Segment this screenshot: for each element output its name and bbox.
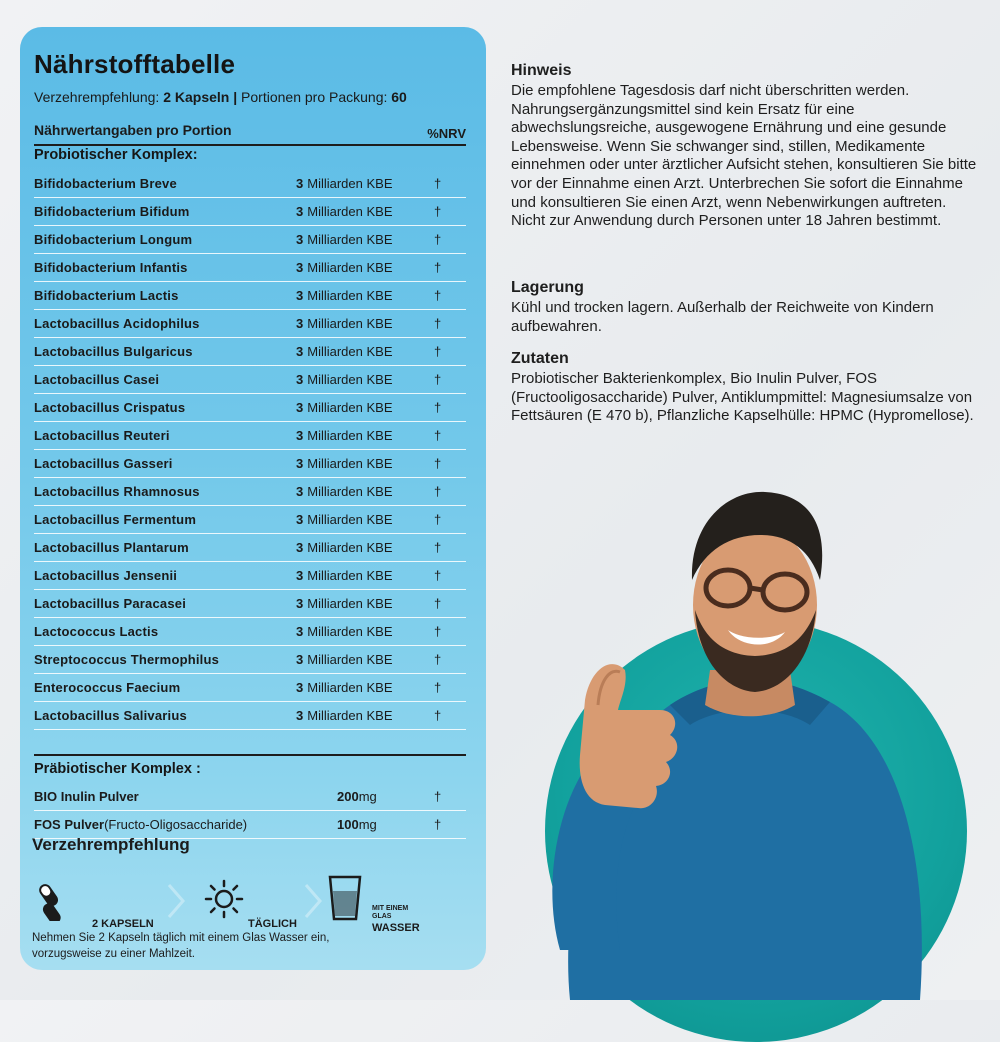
amount-unit: Milliarden KBE: [307, 176, 393, 191]
sun-icon: [204, 879, 244, 919]
amount-number: 3: [296, 232, 304, 247]
dosage-icons: [32, 875, 472, 934]
amount-unit: mg: [358, 789, 377, 804]
ingredient-name: Lactobacillus Crispatus: [34, 400, 186, 415]
amount-number: 3: [296, 596, 304, 611]
capsules-label: 2 KAPSELN: [92, 918, 154, 930]
table-row: [34, 198, 466, 226]
table-row: [34, 338, 466, 366]
table-row: [34, 310, 466, 338]
nrv-value: †: [434, 596, 442, 611]
nrv-value: †: [434, 288, 442, 303]
panel-subtitle: [34, 89, 474, 105]
table-header: [34, 120, 466, 146]
person-image: [500, 480, 1000, 1000]
amount-unit: Milliarden KBE: [307, 372, 393, 387]
table-row: [34, 394, 466, 422]
ingredient-amount: [296, 428, 393, 443]
ingredient-amount: [296, 512, 393, 527]
amount-number: 3: [296, 568, 304, 583]
amount-number: 3: [296, 288, 304, 303]
ingredient-amount: [296, 456, 393, 471]
nrv-value: †: [434, 652, 442, 667]
nrv-value: †: [434, 512, 442, 527]
amount-unit: Milliarden KBE: [307, 288, 393, 303]
ingredient-amount: [296, 232, 393, 247]
amount-number: 3: [296, 204, 304, 219]
ingredient-amount: [296, 708, 393, 723]
ingredient-name: Bifidobacterium Longum: [34, 232, 193, 247]
ingredient-name: Lactobacillus Acidophilus: [34, 316, 200, 331]
amount-number: 3: [296, 456, 304, 471]
amount-unit: Milliarden KBE: [307, 456, 393, 471]
amount-number: 3: [296, 624, 304, 639]
table-row: [34, 702, 466, 730]
table-row: [34, 674, 466, 702]
ingredient-name: [34, 789, 139, 804]
ingredient-name: Bifidobacterium Infantis: [34, 260, 188, 275]
table-row: [34, 170, 466, 198]
ingredient-amount: [296, 680, 393, 695]
ingredient-amount: [296, 540, 393, 555]
lagerung-section: [511, 279, 981, 336]
ingredient-amount: [296, 624, 393, 639]
nrv-value: †: [434, 484, 442, 499]
lagerung-text: Kühl und trocken lagern. Außerhalb der Reichweite von Kindern aufbewahren.: [511, 299, 934, 335]
chevron-right-icon: [304, 883, 322, 919]
ingredient-amount: [296, 568, 393, 583]
water-label: WASSER: [372, 922, 420, 934]
amount-unit: Milliarden KBE: [307, 204, 393, 219]
usage-note-line1: Nehmen Sie 2 Kapseln täglich mit einem Glas Wasser ein,: [32, 932, 330, 944]
ingredient-amount: [337, 817, 377, 832]
nrv-value: †: [434, 428, 442, 443]
zutaten-text: Probiotischer Bakterienkomplex, Bio Inulin Pulver, FOS (Fructooligosaccharide) Pulver, Antiklumpmittel: Magnesiumsalze von Fettsäuren (E 470 b), Pflanzliche Kapselhülle: HPMC (Hypromellose).: [511, 370, 974, 425]
water-small-label: [372, 905, 408, 921]
ingredient-name: Lactobacillus Bulgaricus: [34, 344, 193, 359]
amount-number: 3: [296, 484, 304, 499]
portions-label: Portionen pro Packung:: [241, 89, 388, 105]
table-row: [34, 534, 466, 562]
ingredient-amount: [296, 400, 393, 415]
amount-unit: Milliarden KBE: [307, 540, 393, 555]
amount-unit: Milliarden KBE: [307, 400, 393, 415]
daily-label: TÄGLICH: [248, 918, 297, 930]
amount-unit: Milliarden KBE: [307, 232, 393, 247]
nrv-value: †: [434, 456, 442, 471]
ingredient-name: Lactobacillus Fermentum: [34, 512, 197, 527]
nrv-value: †: [434, 817, 442, 832]
dosage-label: Verzehrempfehlung:: [34, 89, 160, 105]
ingredient-amount: [296, 596, 393, 611]
usage-note-line2: vorzugsweise zu einer Mahlzeit.: [32, 948, 195, 960]
chevron-right-icon: [167, 883, 185, 919]
amount-number: 3: [296, 400, 304, 415]
amount-unit: mg: [358, 817, 377, 832]
ingredient-name: Lactobacillus Gasseri: [34, 456, 173, 471]
ingredient-amount: [296, 288, 393, 303]
nrv-value: †: [434, 680, 442, 695]
ingredient-amount: [296, 316, 393, 331]
amount-unit: Milliarden KBE: [307, 316, 393, 331]
amount-number: 3: [296, 372, 304, 387]
amount-number: 3: [296, 680, 304, 695]
header-nrv: %NRV: [427, 126, 466, 141]
ingredient-name: Lactococcus Lactis: [34, 624, 159, 639]
amount-number: 3: [296, 652, 304, 667]
amount-unit: Milliarden KBE: [307, 344, 393, 359]
ingredient-name: Bifidobacterium Breve: [34, 176, 177, 191]
ingredient-main: BIO Inulin Pulver: [34, 789, 139, 804]
probiotic-table: [34, 170, 466, 730]
water-small-line2: GLAS: [372, 913, 392, 920]
amount-number: 100: [337, 817, 359, 832]
table-row: [34, 618, 466, 646]
nrv-value: †: [434, 789, 442, 804]
ingredient-name: Bifidobacterium Bifidum: [34, 204, 190, 219]
amount-number: 200: [337, 789, 359, 804]
nrv-value: †: [434, 316, 442, 331]
ingredient-name: [34, 817, 247, 832]
amount-number: 3: [296, 540, 304, 555]
nrv-value: †: [434, 204, 442, 219]
table-row: [34, 506, 466, 534]
nrv-value: †: [434, 708, 442, 723]
amount-number: 3: [296, 344, 304, 359]
hinweis-title: Hinweis: [511, 62, 572, 79]
ingredient-amount: [296, 484, 393, 499]
amount-unit: Milliarden KBE: [307, 624, 393, 639]
nrv-value: †: [434, 400, 442, 415]
nrv-value: †: [434, 624, 442, 639]
portions-value: 60: [391, 89, 407, 105]
ingredient-amount: [296, 260, 393, 275]
table-row: [34, 282, 466, 310]
ingredient-name: Lactobacillus Salivarius: [34, 708, 187, 723]
table-row: [34, 783, 466, 811]
header-left: Nährwertangaben pro Portion: [34, 122, 232, 138]
ingredient-amount: [296, 204, 393, 219]
dosage-value: 2 Kapseln |: [163, 89, 238, 105]
amount-number: 3: [296, 428, 304, 443]
ingredient-detail: (Fructo-Oligosaccharide): [104, 817, 248, 832]
table-row: [34, 562, 466, 590]
table-row: [34, 254, 466, 282]
amount-unit: Milliarden KBE: [307, 568, 393, 583]
ingredient-name: Lactobacillus Paracasei: [34, 596, 187, 611]
prebiotic-section-title: Präbiotischer Komplex :: [34, 761, 201, 777]
table-row: [34, 478, 466, 506]
table-row: [34, 590, 466, 618]
amount-number: 3: [296, 316, 304, 331]
amount-unit: Milliarden KBE: [307, 680, 393, 695]
probiotic-section-title: Probiotischer Komplex:: [34, 147, 198, 163]
ingredient-name: Lactobacillus Casei: [34, 372, 160, 387]
amount-unit: Milliarden KBE: [307, 428, 393, 443]
zutaten-section: [511, 350, 981, 426]
nrv-value: †: [434, 568, 442, 583]
nrv-value: †: [434, 540, 442, 555]
water-glass-icon: [328, 875, 362, 921]
amount-unit: Milliarden KBE: [307, 708, 393, 723]
ingredient-amount: [337, 789, 377, 804]
usage-note: [32, 930, 472, 962]
amount-unit: Milliarden KBE: [307, 512, 393, 527]
water-small-line1: MIT EINEM: [372, 905, 409, 912]
table-row: [34, 450, 466, 478]
nrv-value: †: [434, 232, 442, 247]
capsules-icon: [38, 881, 70, 921]
ingredient-name: Lactobacillus Jensenii: [34, 568, 178, 583]
nrv-value: †: [434, 176, 442, 191]
ingredient-name: Lactobacillus Plantarum: [34, 540, 189, 555]
amount-number: 3: [296, 708, 304, 723]
amount-unit: Milliarden KBE: [307, 484, 393, 499]
nutrition-panel: [20, 27, 486, 970]
panel-title: Nährstofftabelle: [34, 49, 236, 79]
nrv-value: †: [434, 260, 442, 275]
hinweis-text: Die empfohlene Tagesdosis darf nicht überschritten werden. Nahrungsergänzungsmittel sind kein Ersatz für eine abwechslungsreiche, ausgewogene Ernährung und eine gesunde Lebensweise. Wenn Sie schwanger sind, stillen, Medikamente einnehmen oder unter ärztlicher Aufsicht stehen, konsultieren Sie bitte vor der Einnahme einen Arzt. Unterbrechen Sie sofort die Einnahme und konsultieren Sie einen Arzt, wenn Nebenwirkungen auftreten. Nicht zur Anwendung durch Personen unter 18 Jahren bestimmt.: [511, 82, 977, 230]
lagerung-title: Lagerung: [511, 279, 584, 296]
amount-unit: Milliarden KBE: [307, 596, 393, 611]
ingredient-name: Lactobacillus Reuteri: [34, 428, 170, 443]
ingredient-name: Bifidobacterium Lactis: [34, 288, 179, 303]
ingredient-amount: [296, 344, 393, 359]
amount-unit: Milliarden KBE: [307, 652, 393, 667]
amount-number: 3: [296, 512, 304, 527]
prebiotic-table: [34, 783, 466, 839]
ingredient-main: FOS Pulver: [34, 817, 105, 832]
amount-unit: Milliarden KBE: [307, 260, 393, 275]
verzehr-title: Verzehrempfehlung: [32, 835, 190, 854]
amount-number: 3: [296, 176, 304, 191]
nrv-value: †: [434, 372, 442, 387]
ingredient-name: Streptococcus Thermophilus: [34, 652, 220, 667]
nrv-value: †: [434, 344, 442, 359]
hinweis-section: [511, 62, 981, 231]
table-row: [34, 646, 466, 674]
table-row: [34, 226, 466, 254]
ingredient-name: Lactobacillus Rhamnosus: [34, 484, 200, 499]
zutaten-title: Zutaten: [511, 350, 569, 367]
ingredient-amount: [296, 372, 393, 387]
table-row: [34, 422, 466, 450]
ingredient-name: Enterococcus Faecium: [34, 680, 181, 695]
ingredient-amount: [296, 176, 393, 191]
section-divider: [34, 754, 466, 756]
ingredient-amount: [296, 652, 393, 667]
amount-number: 3: [296, 260, 304, 275]
table-row: [34, 366, 466, 394]
